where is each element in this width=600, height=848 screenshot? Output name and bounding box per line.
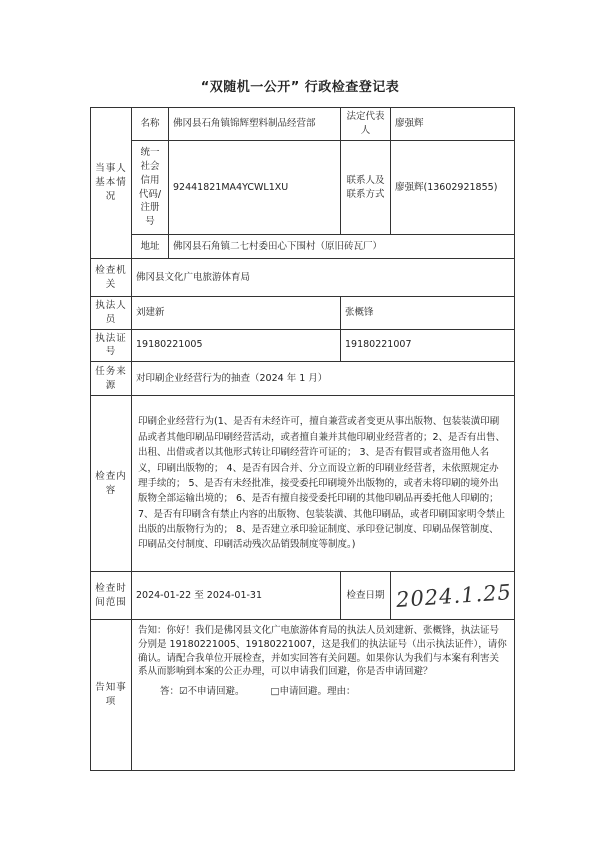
- answer-label: 答：: [160, 686, 180, 698]
- task-label: 任务来源: [91, 362, 132, 396]
- party-section-label: 当事人基本情况: [91, 108, 132, 259]
- agency-label: 检查机关: [91, 259, 132, 297]
- period-start: 2024-01-22: [136, 589, 192, 601]
- notice-text: 告知：你好！我们是佛冈县文化广电旅游体育局的执法人员刘建新、张概锋，执法证号分别是 19180221005、19180221007，这是我们的执法证号（出示执法证件），请你确认。请配合我单位开展检查，并如实回答有关问题。如果你认为我们与本案有利害关系从而影响到本案的公正办理，可以申请我们回避，你是否申请回避？: [138, 625, 507, 678]
- cert-2-number: 19180221007: [341, 329, 515, 362]
- contact-value: 廖强辉(13602921855): [391, 141, 515, 235]
- notice-cell: [132, 620, 515, 771]
- period-range: [132, 572, 341, 620]
- agency-value: 佛冈县文化广电旅游体育局: [132, 259, 515, 297]
- content-label: 检查内容: [91, 396, 132, 572]
- content-value: 印刷企业经营行为(1、是否有未经许可，擅自兼营或者变更从事出版物、包装装潢印刷品或者其他印刷品印刷经营活动，或者擅自兼并其他印刷业经营者的；2、是否有出售、出租、出借或者以其他形式转让印刷经营许可证的； 3、是否有假冒或者盗用他人名义，印刷出版物的； 4、是否有因合并、分立而设立新的印刷业经营者，未依照规定办理手续的； 5、是否有未经批准，接受委托印刷境外出版物的，或者未将印刷的境外出版物全部运输出境的； 6、是否有擅自接受委托印刷的其他印刷品再委托他人印刷的；7、是否有印刷含有禁止内容的出版物、包装装潢、其他印刷品，或者印刷国家明令禁止出版的出版物行为的； 8、是否建立承印验证制度、承印登记制度、印刷品保管制度、印刷品交付制度、印刷活动残次品销毁制度等制度。): [132, 396, 515, 572]
- notice-answer-row: [138, 685, 508, 699]
- cert-label: 执法证号: [91, 329, 132, 362]
- inspection-form-table: [90, 107, 515, 771]
- period-to: 至: [194, 589, 204, 601]
- legal-rep-value: 廖强辉: [391, 108, 515, 141]
- address-value: 佛冈县石角镇二七村委田心下围村（原旧砖瓦厂）: [169, 235, 515, 259]
- handwritten-inspection-date: 2024.1.25: [395, 579, 513, 613]
- credit-code-label: 统一社会信用代码/注册号: [132, 141, 169, 235]
- recusal-option[interactable]: □申请回避。理由：: [270, 686, 356, 698]
- no-recusal-option[interactable]: ☑不申请回避。: [179, 686, 245, 698]
- contact-label: 联系人及联系方式: [341, 141, 391, 235]
- cert-1-number: 19180221005: [132, 329, 341, 362]
- inspection-date-label: 检查日期: [341, 572, 391, 620]
- officers-label: 执法人员: [91, 297, 132, 330]
- period-end: 2024-01-31: [206, 589, 263, 601]
- legal-rep-label: 法定代表人: [341, 108, 391, 141]
- officer-1-name: 刘建新: [132, 297, 341, 330]
- name-label: 名称: [132, 108, 169, 141]
- officer-2-name: 张概锋: [341, 297, 515, 330]
- credit-code-value: 92441821MA4YCWL1XU: [169, 141, 341, 235]
- notice-label: 告知事项: [91, 620, 132, 771]
- address-label: 地址: [132, 235, 169, 259]
- document-title: “双随机一公开” 行政检查登记表: [200, 80, 400, 95]
- name-value: 佛冈县石角镇锦辉塑料制品经营部: [169, 108, 341, 141]
- period-label: 检查时间范围: [91, 572, 132, 620]
- task-value: 对印刷企业经营行为的抽查（2024 年 1 月）: [132, 362, 515, 396]
